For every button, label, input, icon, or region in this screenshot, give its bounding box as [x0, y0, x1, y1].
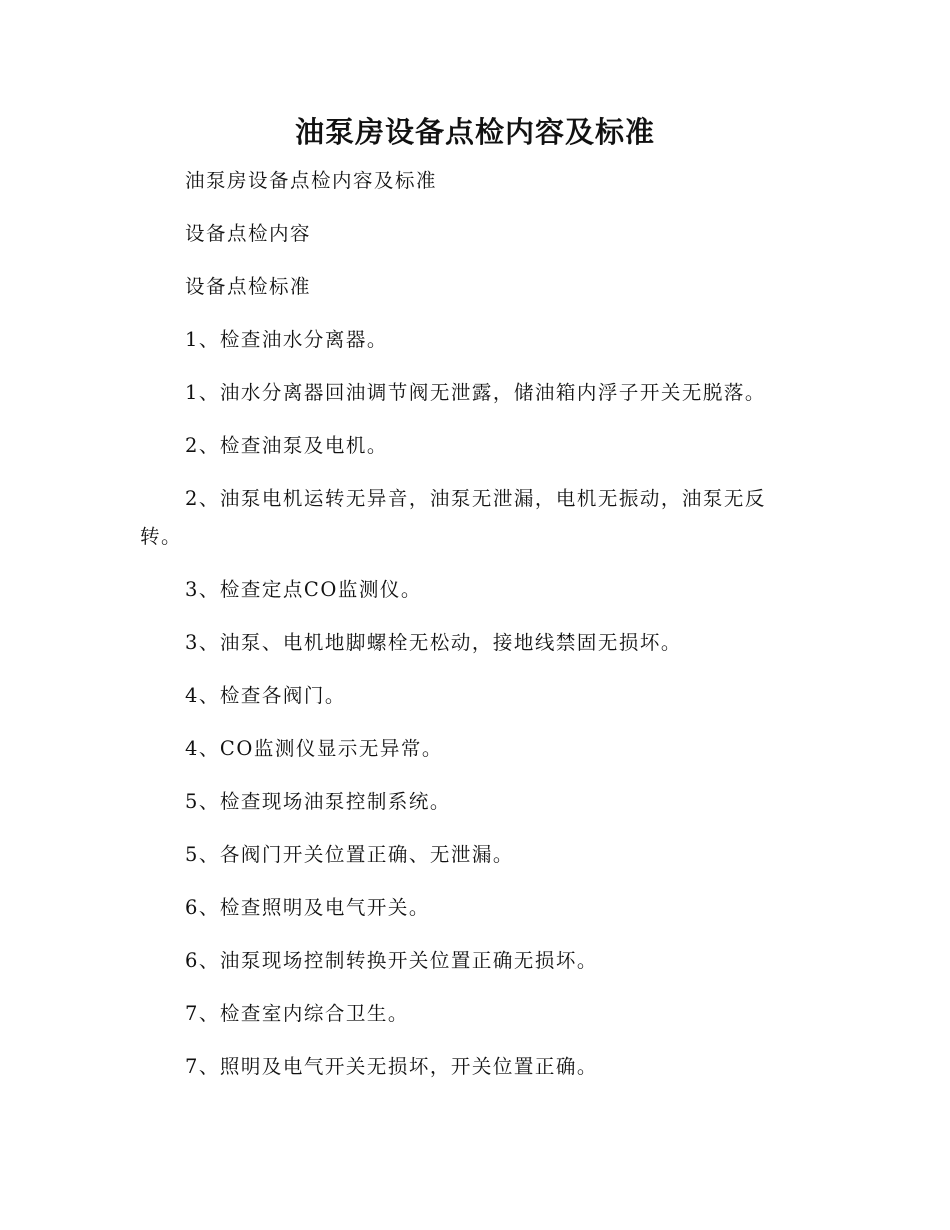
- paragraph: 7、照明及电气开关无损坏，开关位置正确。: [185, 1055, 598, 1078]
- paragraph: 2、油泵电机运转无异音，油泵无泄漏，电机无振动，油泵无反转。: [140, 487, 766, 548]
- paragraph: 4、检查各阀门。: [185, 684, 346, 707]
- paragraph: 3、检查定点CO监测仪。: [185, 578, 422, 601]
- paragraph: 1、检查油水分离器。: [185, 328, 388, 351]
- paragraph: 4、CO监测仪显示无异常。: [185, 737, 443, 760]
- paragraph: 6、油泵现场控制转换开关位置正确无损坏。: [185, 949, 598, 972]
- paragraph: 3、油泵、电机地脚螺栓无松动，接地线禁固无损坏。: [185, 631, 682, 654]
- paragraph: 油泵房设备点检内容及标准: [185, 169, 438, 192]
- paragraph: 2、检查油泵及电机。: [185, 434, 388, 457]
- paragraph: 5、各阀门开关位置正确、无泄漏。: [185, 843, 514, 866]
- document-body: [140, 162, 800, 1101]
- paragraph: 设备点检内容: [185, 222, 312, 245]
- paragraph: 1、油水分离器回油调节阀无泄露，储油箱内浮子开关无脱落。: [185, 381, 766, 404]
- document-title: 油泵房设备点检内容及标准: [294, 115, 655, 149]
- paragraph: 设备点检标准: [185, 275, 312, 298]
- paragraph: 5、检查现场油泵控制系统。: [185, 790, 451, 813]
- paragraph: 6、检查照明及电气开关。: [185, 896, 430, 919]
- paragraph: 7、检查室内综合卫生。: [185, 1002, 409, 1025]
